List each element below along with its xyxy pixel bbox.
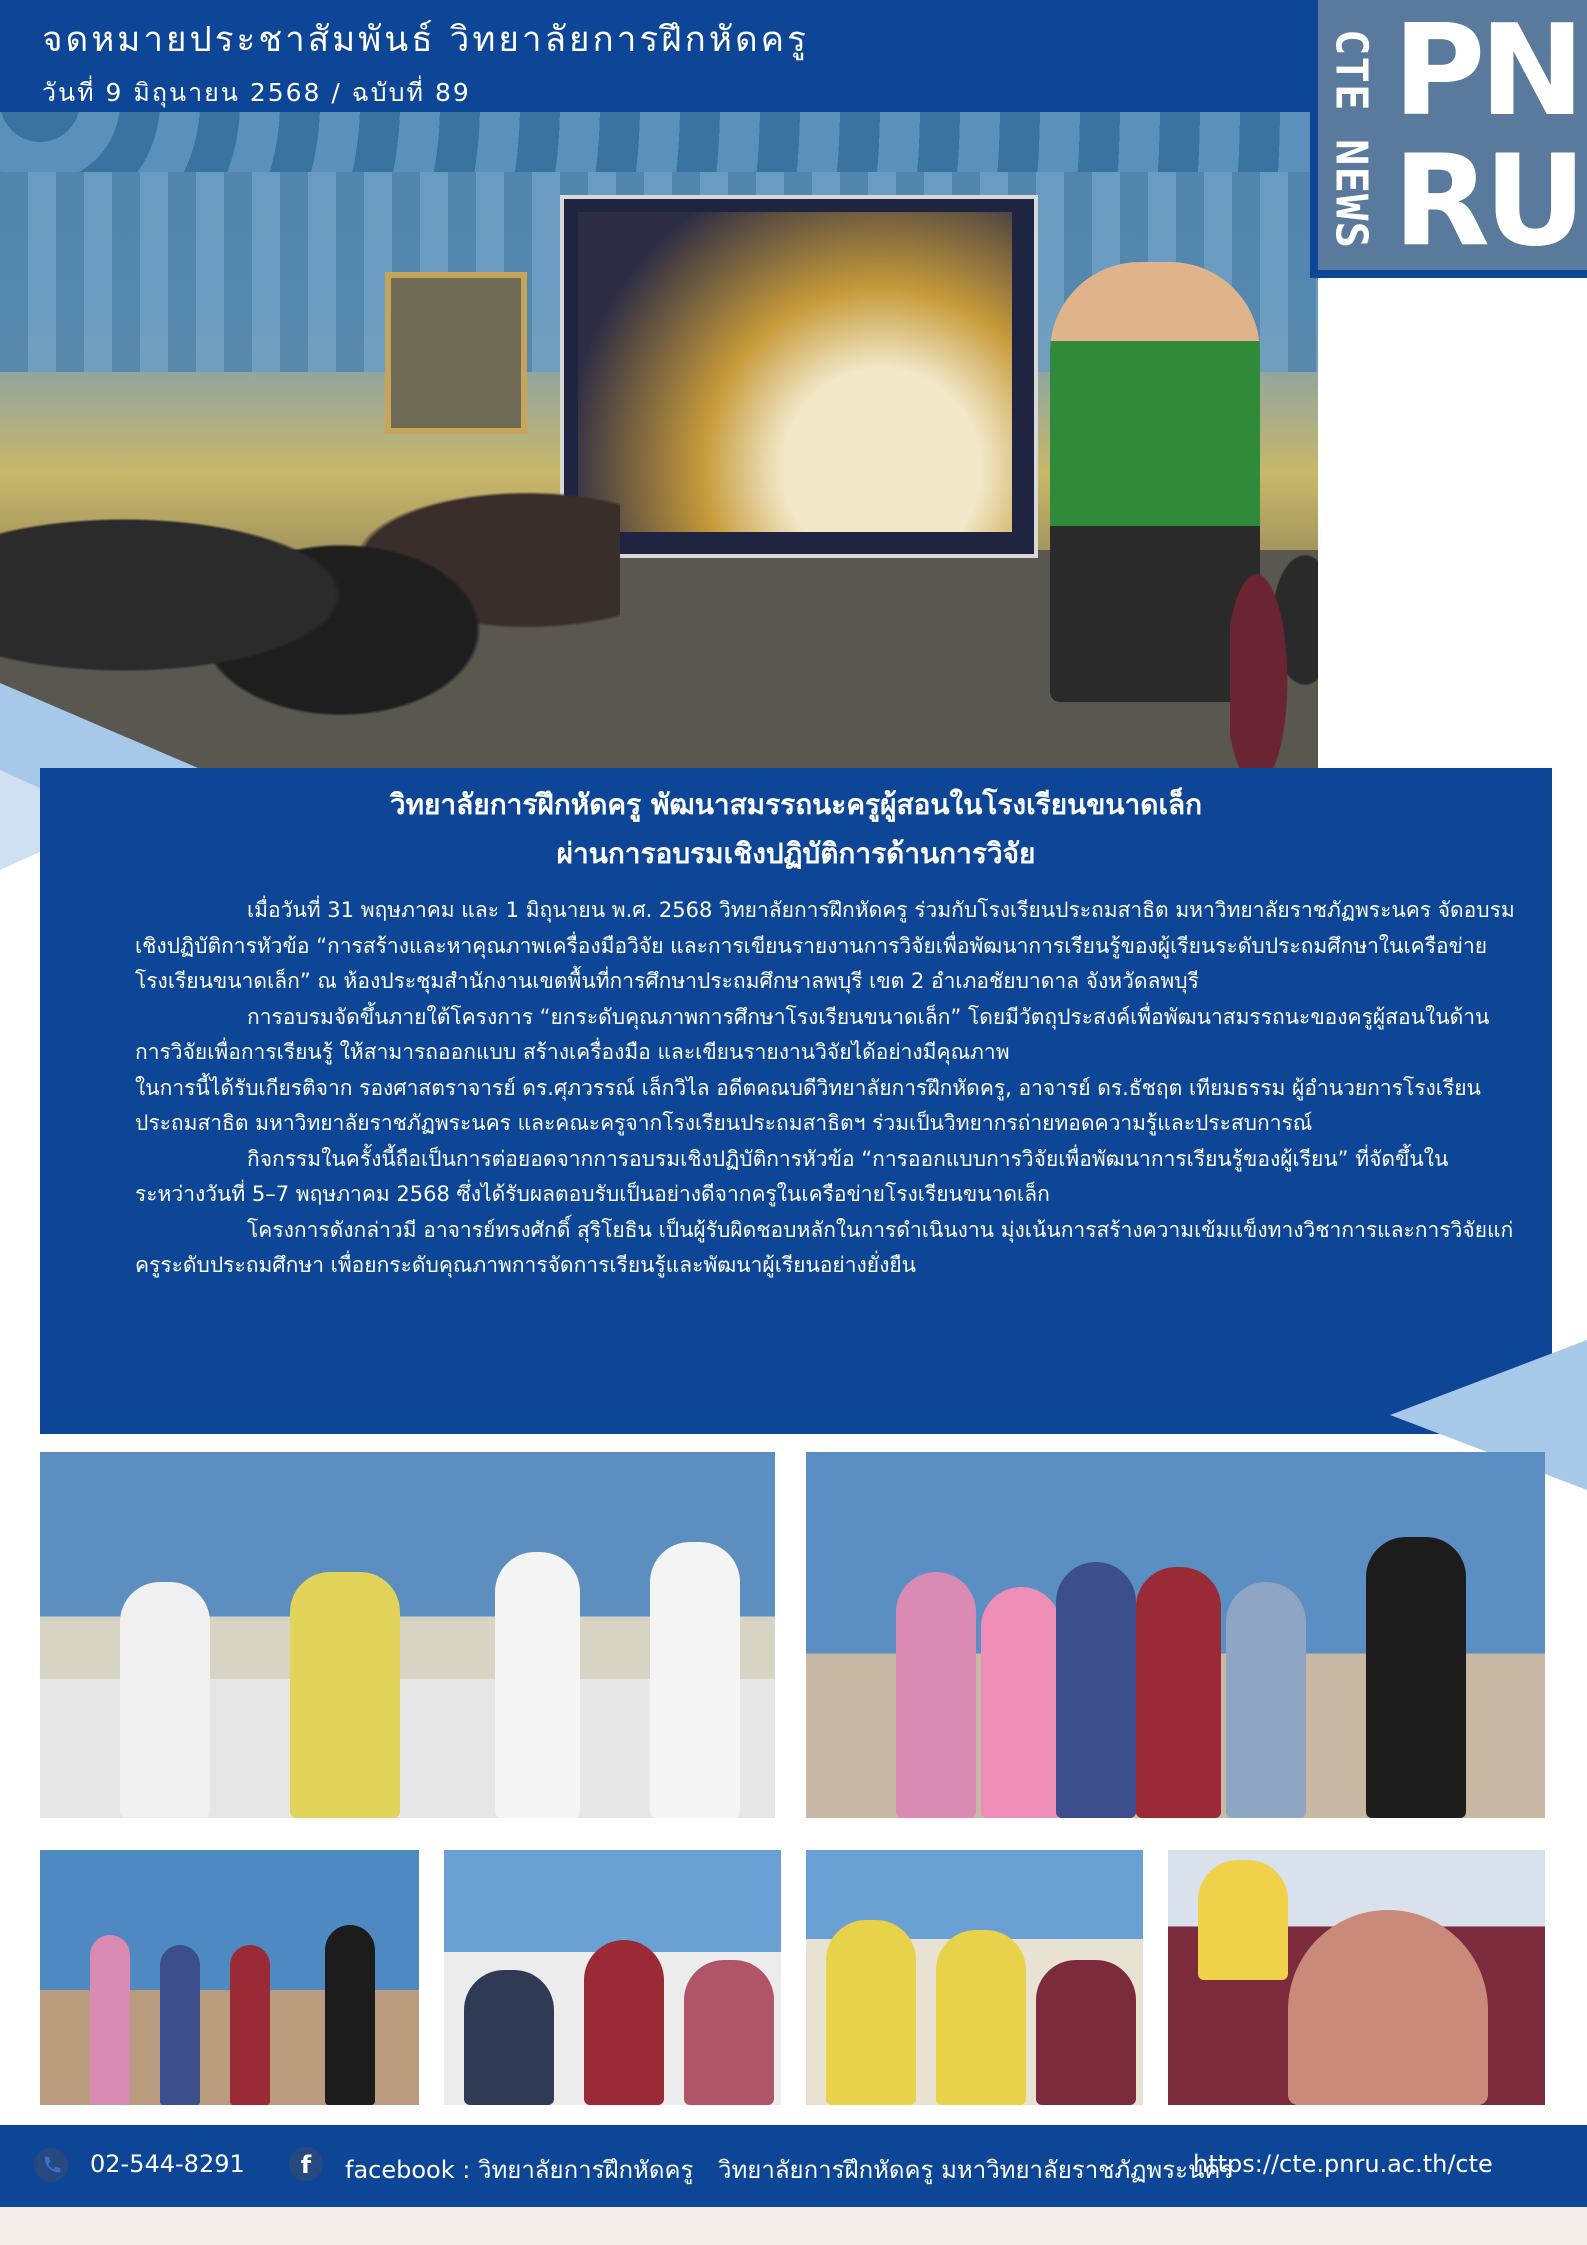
logo-ru: RU <box>1393 127 1581 274</box>
footer-organization: วิทยาลัยการฝึกหัดครู มหาวิทยาลัยราชภัฏพระนคร <box>718 2156 1234 2184</box>
article-paragraph: ในการนี้ได้รับเกียรติจาก รองศาสตราจารย์ ดร.ศุภวรรณ์ เล็กวิไล อดีตคณบดีวิทยาลัยการฝึกหัดครู, อาจารย์ ดร.ธัชฤต เทียมธรรม ผู้อำนวยการโรงเรียนประถมสาธิต มหาวิทยาลัยราชภัฏพระนคร และคณะครูจากโรงเรียนประถมสาธิตฯ ร่วมเป็นวิทยากรถ่ายทอดความรู้และประสบการณ์ <box>135 1075 1481 1135</box>
article-paragraph: เมื่อวันที่ 31 พฤษภาคม และ 1 มิถุนายน พ.ศ. 2568 วิทยาลัยการฝึกหัดครู ร่วมกับโรงเรียนประถมสาธิต มหาวิทยาลัยราชภัฏพระนคร จัดอบรมเชิงปฏิบัติการหัวข้อ “การสร้างและหาคุณภาพเครื่องมือวิจัย และการเขียนรายงานการวิจัยเพื่อพัฒนาการเรียนรู้ของผู้เรียนระดับประถมศึกษาในเครือข่ายโรงเรียนขนาดเล็ก” ณ ห้องประชุมสำนักงานเขตพื้นที่การศึกษาประถมศึกษาลพบุรี เขต 2 อำเภอชัยบาดาล จังหวัดลพบุรี <box>135 898 1515 993</box>
hero-portrait <box>385 272 527 434</box>
newsletter-title: จดหมายประชาสัมพันธ์ วิทยาลัยการฝึกหัดครู <box>42 20 809 60</box>
logo-pn: PN <box>1393 0 1579 144</box>
hero-valance <box>0 112 1318 172</box>
gallery-photo-presenters <box>40 1452 775 1818</box>
facebook-icon: f <box>289 2147 323 2181</box>
headline-line-2: ผ่านการอบรมเชิงปฏิบัติการด้านการวิจัย <box>556 837 1036 870</box>
gallery-photo-group <box>806 1452 1545 1818</box>
article-paragraph: โครงการดังกล่าวมี อาจารย์ทรงศักดิ์ สุริโยธิน เป็นผู้รับผิดชอบหลักในการดำเนินงาน มุ่งเน้นการสร้างความเข้มแข็งทางวิชาการและการวิจัยแก่ครูระดับประถมศึกษา เพื่อยกระดับคุณภาพการจัดการเรียนรู้และพัฒนาผู้เรียนอย่างยั่งยืน <box>135 1217 1514 1277</box>
headline-line-1: วิทยาลัยการฝึกหัดครู พัฒนาสมรรถนะครูผู้สอนในโรงเรียนขนาดเล็ก <box>389 788 1203 821</box>
article-paragraph: กิจกรรมในครั้งนี้ถือเป็นการต่อยอดจากการอบรมเชิงปฏิบัติการหัวข้อ “การออกแบบการวิจัยเพื่อพัฒนาการเรียนรู้ของผู้เรียน” ที่จัดขึ้นในระหว่างวันที่ 5–7 พฤษภาคม 2568 ซึ่งได้รับผลตอบรับเป็นอย่างดีจากครูในเครือข่ายโรงเรียนขนาดเล็ก <box>135 1146 1449 1206</box>
hero-speaker <box>1050 262 1260 702</box>
logo-cte-news: CTE NEWS <box>1325 29 1377 249</box>
hero-audience-right <box>1230 470 1318 770</box>
issue-date: วันที่ 9 มิถุนายน 2568 / ฉบับที่ 89 <box>42 78 471 107</box>
footer-bottom-strip <box>0 2207 1587 2245</box>
hero-screen-slide <box>578 212 1012 532</box>
gallery-photo-writing <box>1168 1850 1545 2105</box>
article-paragraph: การอบรมจัดขึ้นภายใต้โครงการ “ยกระดับคุณภาพการศึกษาโรงเรียนขนาดเล็ก” โดยมีวัตถุประสงค์เพื่อพัฒนาสมรรถนะของครูผู้สอนในด้านการวิจัยเพื่อการเรียนรู้ ให้สามารถออกแบบ สร้างเครื่องมือ และเขียนรายงานวิจัยได้อย่างมีคุณภาพ <box>135 1004 1490 1064</box>
article-headline <box>40 780 1552 878</box>
footer-facebook[interactable]: facebook : วิทยาลัยการฝึกหัดครู <box>345 2156 694 2184</box>
phone-icon <box>34 2148 68 2182</box>
gallery-photo-workshop <box>444 1850 781 2105</box>
article-body <box>135 893 1515 1284</box>
footer-website-link[interactable]: https://cte.pnru.ac.th/cte <box>1193 2150 1493 2178</box>
footer-phone[interactable]: 02-544-8291 <box>90 2150 245 2178</box>
gallery-photo-participants <box>806 1850 1143 2105</box>
gallery-photo-group-small <box>40 1850 419 2105</box>
